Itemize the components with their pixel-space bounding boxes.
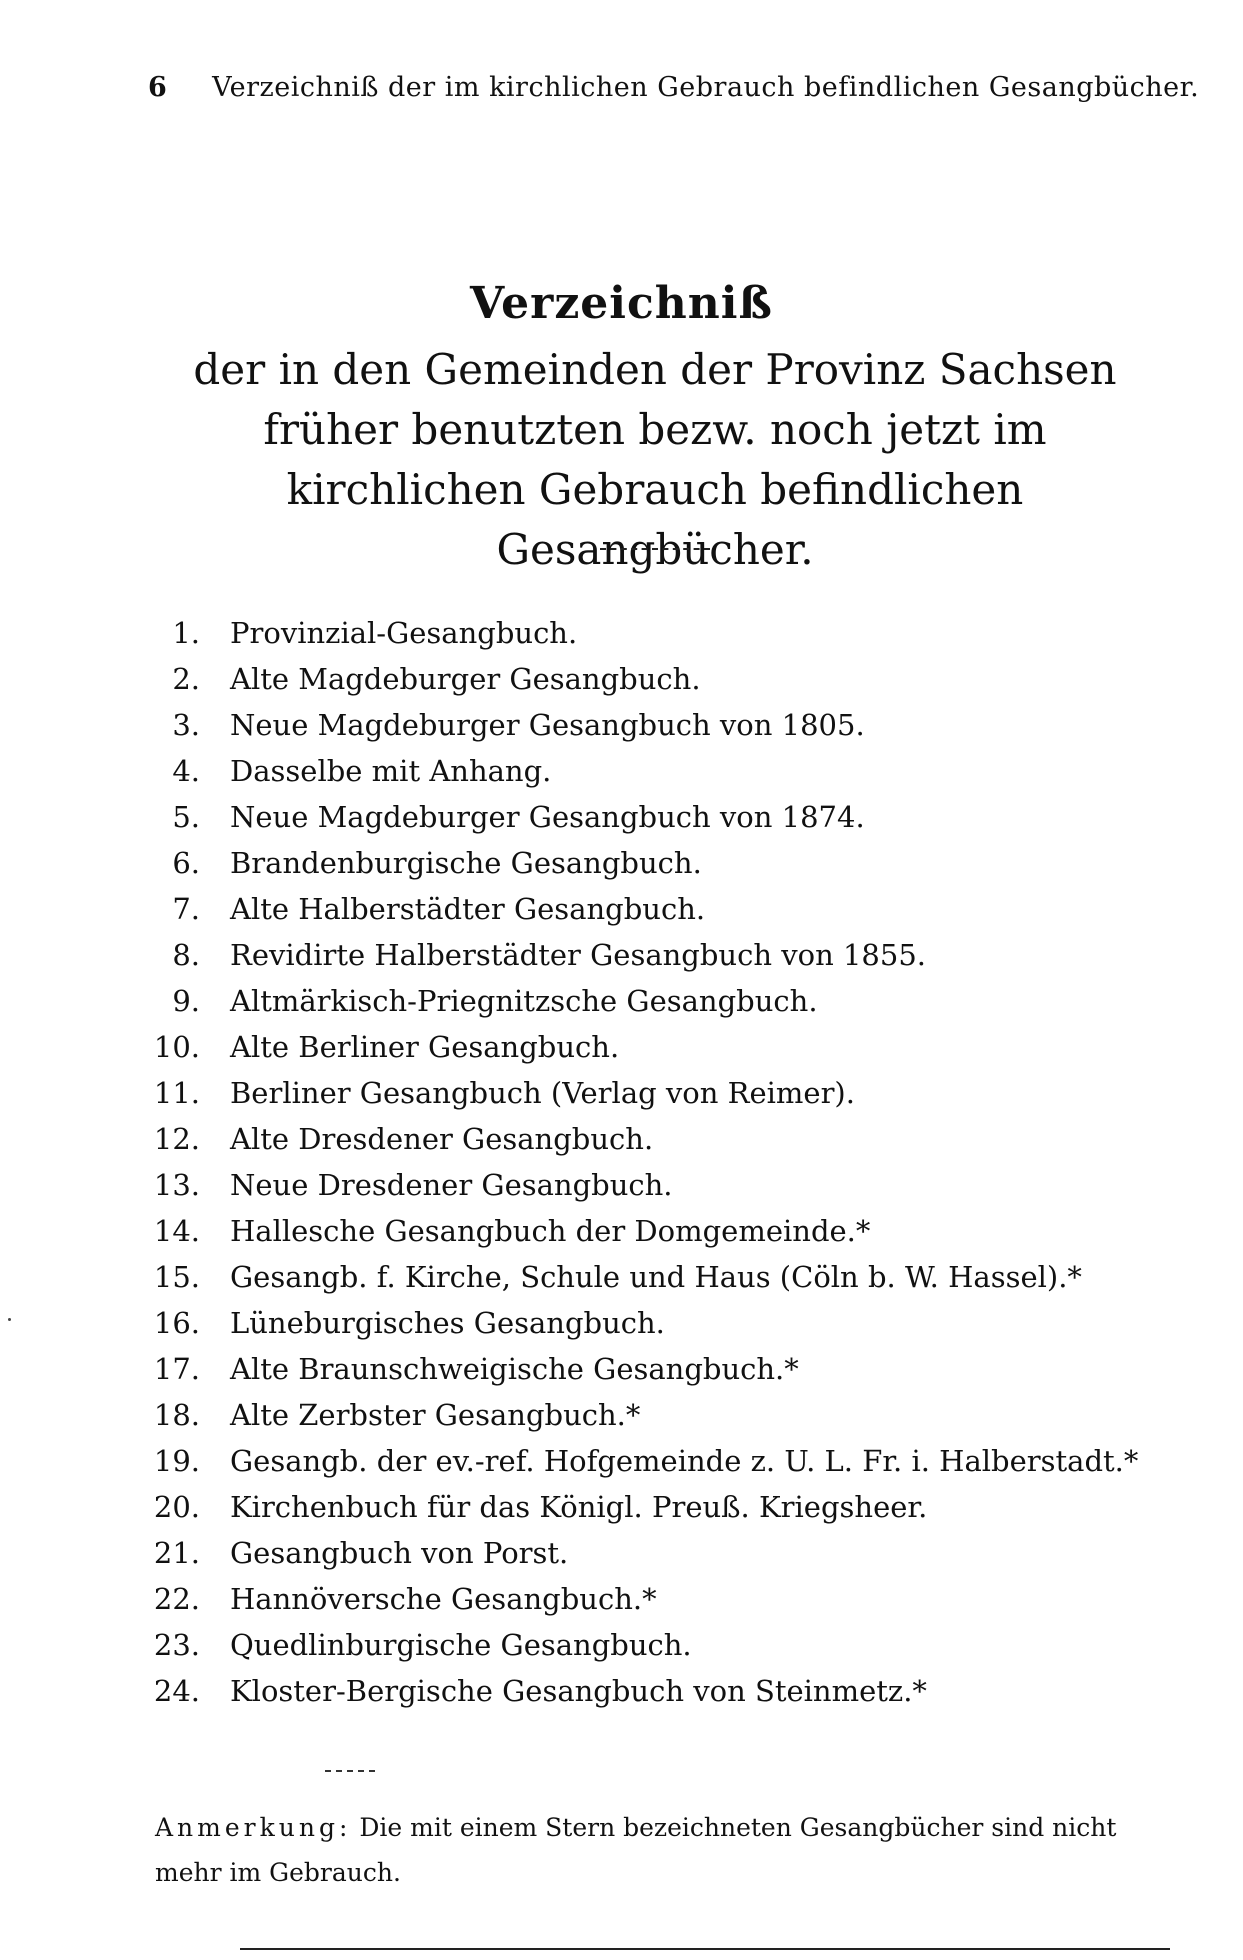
footnote-text: Die mit einem Stern bezeichneten Gesangbücher sind nicht mehr im Gebrauch. [155, 1813, 1117, 1887]
item-number: 1. [172, 616, 200, 650]
item-number: 6. [172, 846, 200, 880]
page-subtitle: der in den Gemeinden der Provinz Sachsen früher benutzten bezw. noch jetzt im kirchlichen Gebrauch befindlichen Gesangbücher. [193, 345, 1117, 574]
item-text: Revidirte Halberstädter Gesangbuch von 1855. [230, 938, 926, 972]
item-number: 14. [153, 1214, 200, 1248]
item-number: 7. [172, 892, 200, 926]
item-text: Lüneburgisches Gesangbuch. [230, 1306, 665, 1340]
item-number: 23. [153, 1628, 200, 1662]
list-item [140, 1530, 1200, 1576]
item-number: 12. [153, 1122, 200, 1156]
list-item [140, 1208, 1200, 1254]
list-item [140, 1162, 1200, 1208]
hymnal-list [140, 610, 1200, 1714]
list-item [140, 610, 1200, 656]
item-number: 24. [153, 1674, 200, 1708]
item-text: Alte Halberstädter Gesangbuch. [230, 892, 706, 926]
bottom-rule [240, 1948, 1170, 1950]
item-text: Quedlinburgische Gesangbuch. [230, 1628, 692, 1662]
running-head [148, 72, 1200, 103]
item-text: Alte Braunschweigische Gesangbuch.* [230, 1352, 799, 1386]
list-item [140, 1300, 1200, 1346]
item-number: 10. [153, 1030, 200, 1064]
running-head-title: Verzeichniß der im kirchlichen Gebrauch befindlichen Gesangbücher. [212, 72, 1200, 103]
list-item [140, 1438, 1200, 1484]
item-number: 16. [153, 1306, 200, 1340]
item-text: Neue Dresdener Gesangbuch. [230, 1168, 673, 1202]
item-text: Neue Magdeburger Gesangbuch von 1874. [230, 800, 865, 834]
item-text: Neue Magdeburger Gesangbuch von 1805. [230, 708, 865, 742]
item-number: 17. [153, 1352, 200, 1386]
item-text: Brandenburgische Gesangbuch. [230, 846, 702, 880]
item-number: 13. [153, 1168, 200, 1202]
list-item [140, 656, 1200, 702]
item-text: Gesangb. der ev.-ref. Hofgemeinde z. U. L. Fr. i. Halberstadt.* [230, 1444, 1139, 1478]
list-item [140, 1346, 1200, 1392]
list-item [140, 1668, 1200, 1714]
item-text: Provinzial-Gesangbuch. [230, 616, 578, 650]
section-dash [325, 1770, 375, 1772]
item-text: Berliner Gesangbuch (Verlag von Reimer). [230, 1076, 855, 1110]
item-number: 19. [153, 1444, 200, 1478]
list-item [140, 702, 1200, 748]
item-text: Hallesche Gesangbuch der Domgemeinde.* [230, 1214, 871, 1248]
item-number: 22. [153, 1582, 200, 1616]
list-item [140, 1576, 1200, 1622]
item-number: 8. [172, 938, 200, 972]
footnote-label: Anmerkung: [155, 1813, 352, 1842]
item-text: Gesangb. f. Kirche, Schule und Haus (Cöln b. W. Hassel).* [230, 1260, 1082, 1294]
margin-mark [8, 1318, 11, 1321]
list-item [140, 840, 1200, 886]
item-text: Kloster-Bergische Gesangbuch von Steinmetz.* [230, 1674, 927, 1708]
page-title: Verzeichniß [470, 278, 773, 329]
list-item [140, 978, 1200, 1024]
item-number: 9. [172, 984, 200, 1018]
item-number: 18. [153, 1398, 200, 1432]
item-number: 11. [153, 1076, 200, 1110]
item-number: 5. [172, 800, 200, 834]
item-number: 20. [153, 1490, 200, 1524]
list-item [140, 748, 1200, 794]
item-number: 2. [172, 662, 200, 696]
item-number: 3. [172, 708, 200, 742]
item-number: 21. [153, 1536, 200, 1570]
item-text: Gesangbuch von Porst. [230, 1536, 569, 1570]
list-item [140, 886, 1200, 932]
list-item [140, 1622, 1200, 1668]
item-number: 15. [153, 1260, 200, 1294]
item-text: Alte Zerbster Gesangbuch.* [230, 1398, 641, 1432]
item-text: Alte Magdeburger Gesangbuch. [230, 662, 701, 696]
list-item [140, 1254, 1200, 1300]
page-number: 6 [148, 72, 168, 103]
ornament-divider [600, 548, 710, 552]
item-text: Dasselbe mit Anhang. [230, 754, 552, 788]
item-number: 4. [172, 754, 200, 788]
item-text: Alte Berliner Gesangbuch. [230, 1030, 620, 1064]
footnote [155, 1805, 1175, 1895]
item-text: Kirchenbuch für das Königl. Preuß. Kriegsheer. [230, 1490, 928, 1524]
list-item [140, 1392, 1200, 1438]
list-item [140, 1116, 1200, 1162]
item-text: Hannöversche Gesangbuch.* [230, 1582, 657, 1616]
item-text: Altmärkisch-Priegnitzsche Gesangbuch. [230, 984, 818, 1018]
item-text: Alte Dresdener Gesangbuch. [230, 1122, 654, 1156]
list-item [140, 794, 1200, 840]
list-item [140, 932, 1200, 978]
list-item [140, 1024, 1200, 1070]
list-item [140, 1070, 1200, 1116]
list-item [140, 1484, 1200, 1530]
